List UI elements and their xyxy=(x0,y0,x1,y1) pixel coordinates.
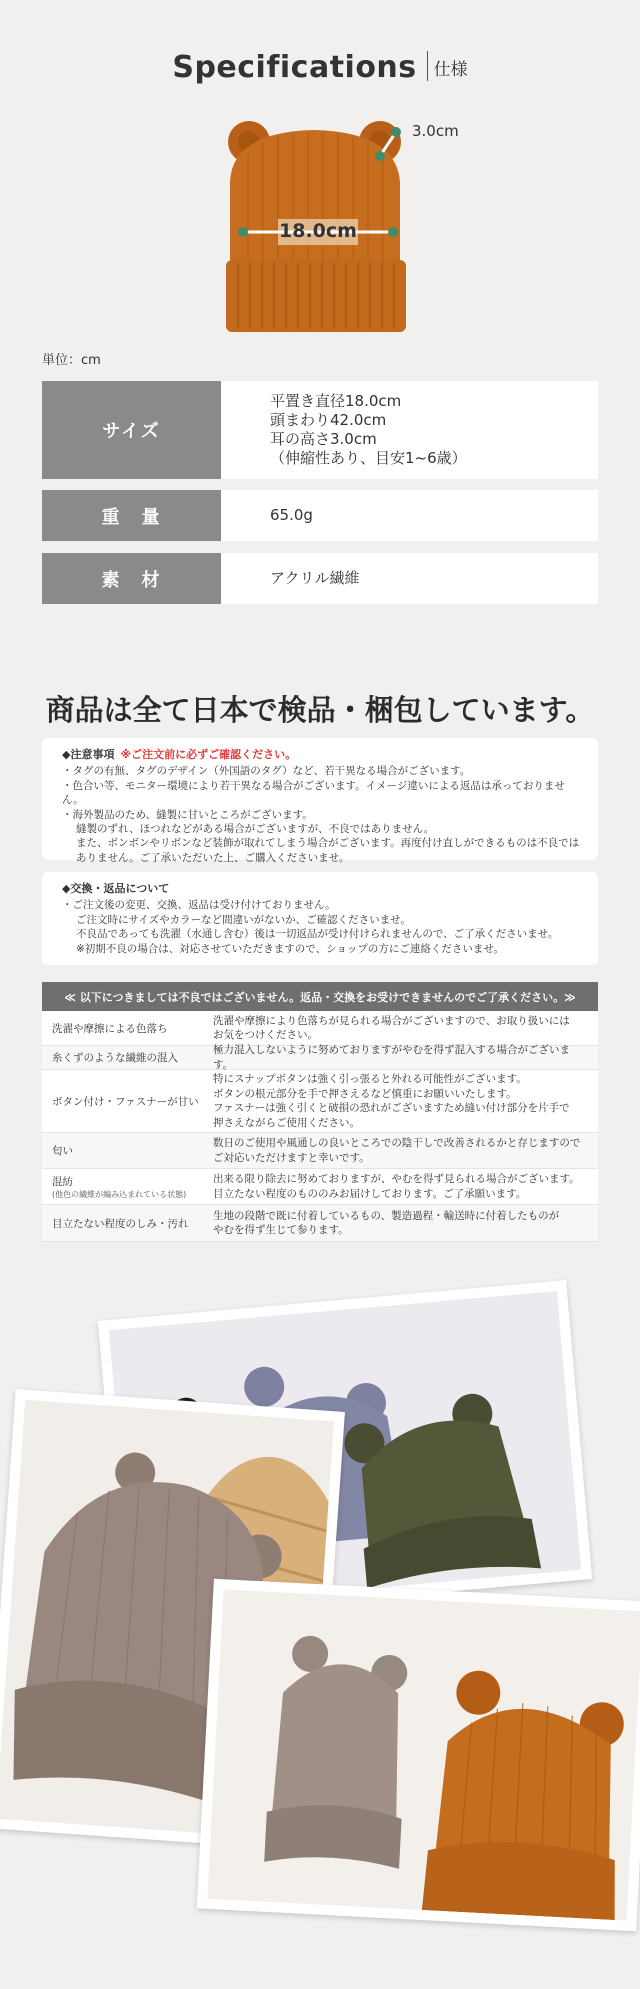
row-value-line: ファスナーは強く引くと破損の恐れがございますため縫い付け部分を片手で xyxy=(213,1102,570,1114)
spec-line: （伸縮性あり、目安1~6歳） xyxy=(270,449,467,467)
row-key-text: 目立たない程度のしみ・汚れ xyxy=(52,1217,189,1230)
row-value-line: 特にスナップボタンは強く引っ張ると外れる可能性がございます。 xyxy=(213,1073,527,1085)
notes-line: また、ボンボンやリボンなど装飾が取れてしまう場合がございます。再度付け直しができるものは不良では xyxy=(76,837,580,850)
table-row xyxy=(42,1169,598,1205)
notes-line: ・タグの有無、タグのデザイン（外国語のタグ）など、若干異なる場合がございます。 xyxy=(62,765,471,778)
spec-line: 頭まわり42.0cm xyxy=(270,411,387,429)
row-key-text: 糸くずのような繊維の混入 xyxy=(52,1052,178,1064)
table-row-value xyxy=(213,1133,598,1168)
table-row-value xyxy=(213,1070,598,1132)
table-row-key xyxy=(42,1133,213,1168)
notes-title-text: ◆注意事項 xyxy=(62,748,115,761)
photo-gray-orange-hats-image xyxy=(207,1589,640,1921)
spec-line: 耳の高さ3.0cm xyxy=(270,430,377,448)
row-value-line: ご対応いただけますと幸いです。 xyxy=(213,1151,370,1164)
row-value-line: 目立たない程度のもののみお届けしております。ご了承願います。 xyxy=(213,1187,527,1200)
row-key-text: 洗濯や摩擦による色落ち xyxy=(52,1022,168,1035)
returns-line: ※初期不良の場合は、対応させていただきますので、ショップの方にご連絡くださいませ。 xyxy=(76,942,505,955)
hat-diagram xyxy=(218,112,458,337)
returns-title: ◆交換・返品について xyxy=(62,882,170,895)
table-row-value xyxy=(213,1169,598,1204)
spec-row-size xyxy=(42,381,598,479)
notes-title xyxy=(62,748,584,762)
notes-line: 縫製のずれ、ほつれなどがある場合がございますが、不良ではありません。 xyxy=(76,823,435,836)
row-value-line: やむを得ず生じて参ります。 xyxy=(213,1224,349,1236)
row-value-line: 数日のご使用や風通しの良いところでの陰干しで改善されるかと存じますので xyxy=(213,1137,581,1149)
row-key-subtext: (他色の繊維が編み込まれている状態) xyxy=(52,1189,187,1199)
row-value-line: お気をつけください。 xyxy=(213,1029,318,1041)
returns-box xyxy=(42,872,598,965)
returns-line: 不良品であっても洗濯（水通し含む）後は一切返品が受け付けられませんので、ご了承くださいませ。 xyxy=(76,928,559,941)
row-key-text: ボタン付け・ファスナーが甘い xyxy=(52,1095,199,1108)
title-en: Specifications xyxy=(172,50,417,85)
row-value-line: 洗濯や摩擦により色落ちが見られる場合がございますので、お取り扱いには xyxy=(213,1014,570,1027)
table-row xyxy=(42,1133,598,1169)
returns-line: ・ご注文後の変更、交換、返品は受け付けておりません。 xyxy=(62,899,336,912)
table-row-key xyxy=(42,1011,213,1045)
spec-value xyxy=(221,381,598,479)
width-dimension-label: 18.0cm xyxy=(279,220,357,242)
table-row-key xyxy=(42,1046,213,1069)
notes-line: ・色合い等、モニター環境により若干異なる場合がございます。イメージ違いによる返品は承っておりません。 xyxy=(62,779,565,807)
notes-line: ありません。ご了承いただいた上、ご購入くださいませ。 xyxy=(76,851,350,864)
row-key-text: 匂い xyxy=(52,1145,73,1157)
returns-line: ご注文時にサイズやカラーなど間違いがないか、ご確認くださいませ。 xyxy=(76,913,411,926)
unit-label: 単位：cm xyxy=(42,353,101,368)
row-key-text: 混紡 xyxy=(52,1175,73,1188)
spec-value xyxy=(221,553,598,604)
row-value-line: 押さえながらご使用ください。 xyxy=(213,1116,360,1129)
table-row xyxy=(42,1070,598,1133)
row-value-line: ボタンの根元部分を手で押さえるなど慎重にお願いいたします。 xyxy=(213,1087,517,1100)
spec-row-weight xyxy=(42,490,598,541)
notes-warning: ※ご注文前に必ずご確認ください。 xyxy=(120,748,297,761)
spec-label: サイズ xyxy=(42,381,221,479)
spec-line: 平置き直径18.0cm xyxy=(270,392,402,410)
table-row-key xyxy=(42,1205,213,1241)
spec-value xyxy=(221,490,598,541)
table-row-key xyxy=(42,1169,213,1204)
table-row-value xyxy=(213,1205,598,1241)
defects-table xyxy=(42,982,598,1242)
table-row xyxy=(42,1046,598,1070)
spec-line: アクリル繊維 xyxy=(270,569,360,587)
title-ja: 仕様 xyxy=(433,60,468,80)
spec-label: 素 材 xyxy=(42,553,221,604)
inspection-headline: 商品は全て日本で検品・梱包しています。 xyxy=(45,693,595,727)
ear-dimension-label: 3.0cm xyxy=(412,122,459,140)
table-row xyxy=(42,1011,598,1046)
notes-line: ・海外製品のため、縫製に甘いところがございます。 xyxy=(62,808,313,821)
specifications-header xyxy=(0,50,640,85)
notes-box xyxy=(42,738,598,864)
spec-label: 重 量 xyxy=(42,490,221,541)
spec-row-material xyxy=(42,553,598,604)
defects-table-header: ≪ 以下につきましては不良ではございません。返品・交換をお受けできませんのでご了承ください。≫ xyxy=(42,982,598,1011)
photo-gray-orange-hats xyxy=(197,1579,640,1932)
table-row-value xyxy=(213,1046,598,1069)
title-divider xyxy=(427,51,428,81)
table-row-value xyxy=(213,1011,598,1045)
row-value-line: 出来る限り除去に努めておりますが、やむを得ず見られる場合がございます。 xyxy=(213,1173,580,1185)
table-row-key xyxy=(42,1070,213,1132)
row-value-line: 生地の段階で既に付着しているもの、製造過程・輸送時に付着したものが xyxy=(213,1209,560,1222)
row-value-line: 極力混入しないように努めておりますがやむを得ず混入する場合がございます。 xyxy=(213,1044,570,1071)
spec-line: 65.0g xyxy=(270,506,313,524)
table-row xyxy=(42,1205,598,1242)
